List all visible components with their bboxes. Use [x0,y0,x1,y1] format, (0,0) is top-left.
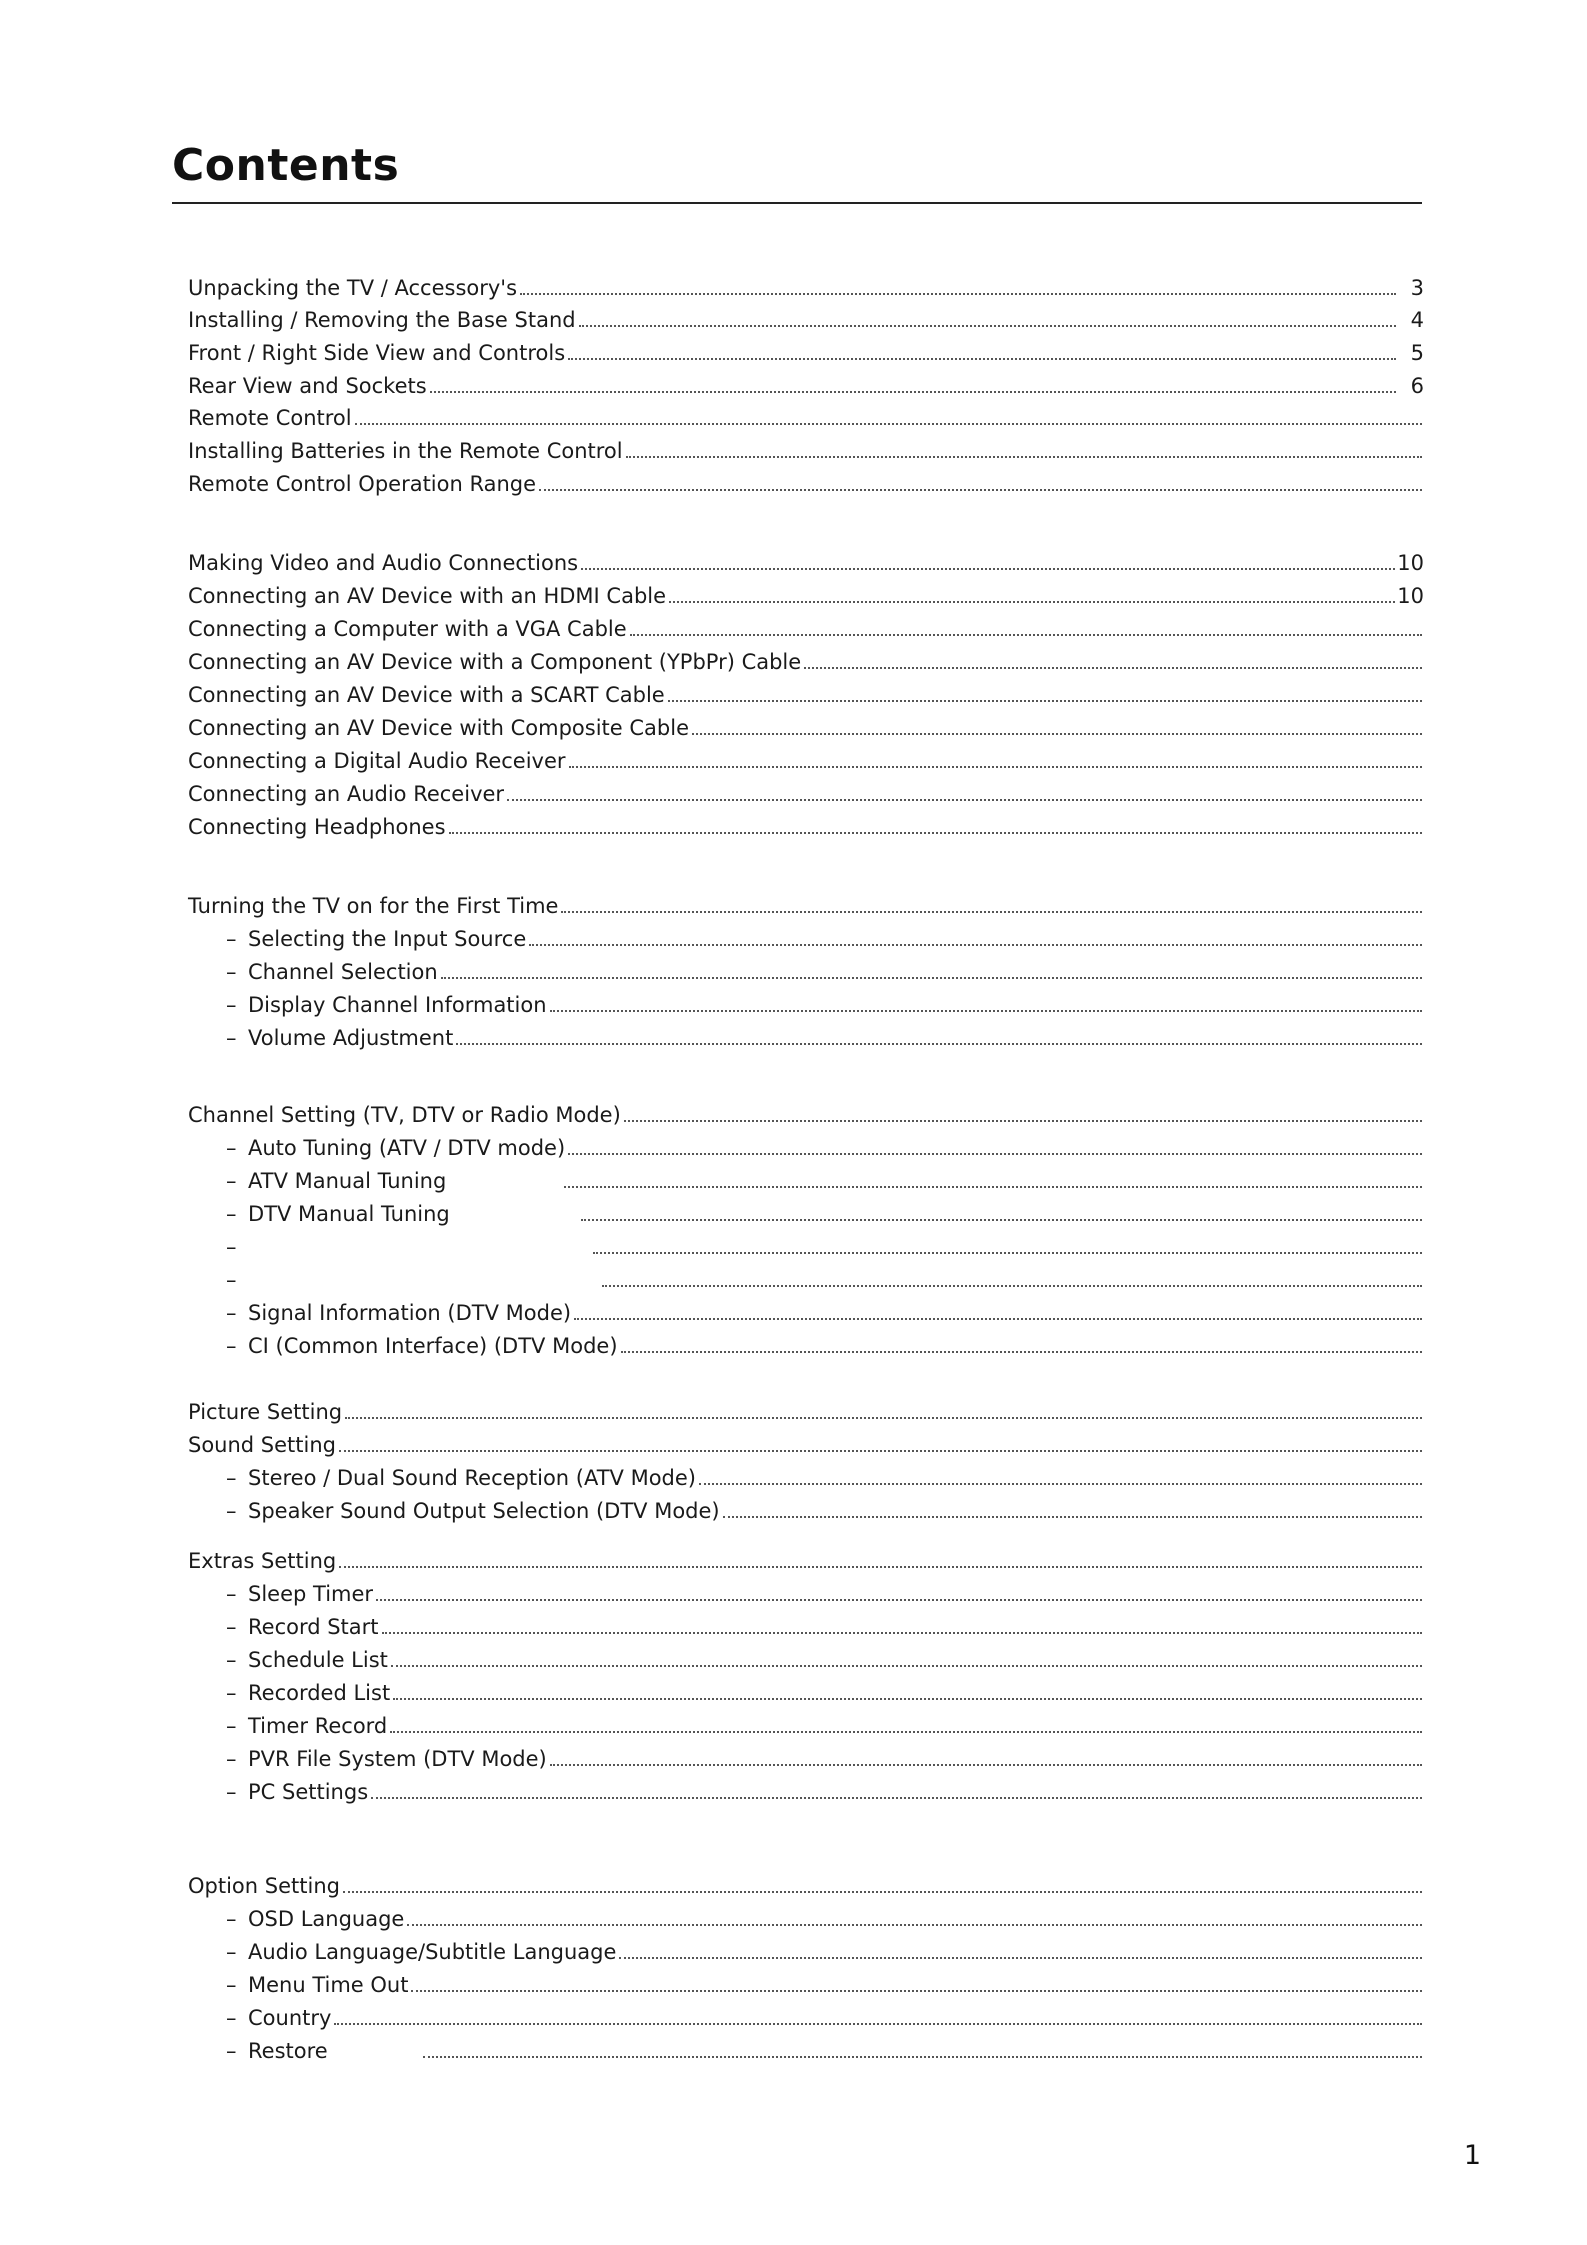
toc-entry-label: Signal Information (DTV Mode) [248,1301,572,1325]
toc-entry-label: Channel Selection [248,960,438,984]
toc-entry-leader [339,1566,1422,1568]
toc-entry [226,1229,1424,1259]
toc-entry-label: DTV Manual Tuning [248,1202,450,1226]
toc-entry-dash: – [226,1334,237,1358]
toc-entry-dash: – [226,1202,237,1226]
toc-entry-leader [624,1120,1422,1122]
toc-entry-leader [569,766,1422,768]
toc-entry-leader [529,944,1422,946]
toc-entry [226,921,1424,951]
toc-entry [226,1901,1424,1931]
toc-entry-label: PVR File System (DTV Mode) [248,1747,547,1771]
toc-entry-leader [630,634,1422,636]
toc-entry [226,1130,1424,1160]
toc-entry [226,1642,1424,1672]
toc-entry-label: Option Setting [188,1874,340,1898]
toc-entry [188,368,1424,398]
toc-entry-leader [334,2023,1422,2025]
toc-entry-label: Connecting a Digital Audio Receiver [188,749,566,773]
toc-entry [226,1328,1424,1358]
toc-entry-leader [456,1043,1422,1045]
toc-entry [226,1262,1424,1292]
toc-entry-label: OSD Language [248,1907,405,1931]
toc-entry [226,1460,1424,1490]
toc-entry-label: Speaker Sound Output Selection (DTV Mode) [248,1499,720,1523]
toc-entry-leader [441,977,1422,979]
toc-entry-label: Volume Adjustment [248,1026,454,1050]
toc-entry [188,270,1424,300]
toc-entry-dash: – [226,1026,237,1050]
toc-entry [226,1675,1424,1705]
toc-entry-dash: – [226,1615,237,1639]
toc-entry-label: Making Video and Audio Connections [188,551,579,575]
toc-entry-label: Connecting an Audio Receiver [188,782,505,806]
toc-entry-label: ATV Manual Tuning [248,1169,447,1193]
toc-entry-leader [355,423,1422,425]
toc-entry-leader [568,358,1396,360]
toc-entry-dash: – [226,1499,237,1523]
toc-entry-leader [449,832,1422,834]
toc-entry [188,644,1424,674]
toc-entry-label: Timer Record [248,1714,388,1738]
toc-entry-label: Restore [248,2039,328,2063]
toc-entry-label: Menu Time Out [248,1973,409,1997]
toc-entry-dash: – [226,1940,237,1964]
toc-entry-label: PC Settings [248,1780,369,1804]
toc-entry-leader [564,1186,1422,1188]
toc-entry-leader [382,1632,1422,1634]
toc-entry-dash: – [226,960,237,984]
toc-entry-label: Stereo / Dual Sound Reception (ATV Mode) [248,1466,696,1490]
toc-entry-label: Sleep Timer [248,1582,374,1606]
toc-entry [188,743,1424,773]
toc-entry-leader [804,667,1422,669]
toc-entry [188,1097,1424,1127]
toc-entry-leader [593,1252,1422,1254]
toc-entry-leader [619,1957,1422,1959]
toc-entry-label: Audio Language/Subtitle Language [248,1940,617,1964]
toc-entry-label: Connecting Headphones [188,815,446,839]
toc-entry-label: Installing / Removing the Base Stand [188,308,576,332]
toc-entry-label: Country [248,2006,332,2030]
toc-entry-leader [345,1417,1422,1419]
toc-entry [226,1163,1424,1193]
toc-entry-leader [539,489,1422,491]
toc-entry-label: Unpacking the TV / Accessory's [188,276,518,300]
toc-entry [226,1576,1424,1606]
toc-entry-leader [626,456,1422,458]
toc-entry [226,1295,1424,1325]
toc-entry-leader [699,1483,1422,1485]
toc-entry [226,1774,1424,1804]
toc-entry [188,335,1424,365]
toc-entry-dash: – [226,1466,237,1490]
toc-entry-leader [371,1797,1422,1799]
toc-entry-label: Picture Setting [188,1400,343,1424]
toc-entry-page: 10 [1397,584,1424,608]
toc-entry [188,809,1424,839]
toc-entry-leader [343,1891,1422,1893]
toc-entry-leader [692,733,1422,735]
toc-entry-leader [568,1153,1422,1155]
toc-entry-dash: – [226,927,237,951]
toc-entry [226,1708,1424,1738]
toc-entry-leader [550,1010,1422,1012]
toc-entry-dash: – [226,2006,237,2030]
toc-entry-leader [411,1990,1422,1992]
toc-entry-dash: – [226,1747,237,1771]
toc-entry [226,2033,1424,2063]
toc-entry [188,1394,1424,1424]
toc-entry-label: Channel Setting (TV, DTV or Radio Mode) [188,1103,621,1127]
toc-entry-label: Display Channel Information [248,993,547,1017]
toc-entry-label: Record Start [248,1615,379,1639]
toc-entry-leader [668,700,1422,702]
toc-entry [188,545,1424,575]
toc-entry-dash: – [226,1235,237,1259]
toc-entry-leader [376,1599,1422,1601]
toc-entry [226,1196,1424,1226]
toc-entry [226,1493,1424,1523]
toc-entry-dash: – [226,1268,237,1292]
toc-entry-label: Extras Setting [188,1549,337,1573]
toc-entry-leader [602,1285,1422,1287]
toc-entry-dash: – [226,1582,237,1606]
toc-entry-page: 4 [1410,308,1424,332]
toc-entry-label: Remote Control Operation Range [188,472,537,496]
toc-entry-dash: – [226,1301,237,1325]
toc-entry-leader [723,1516,1422,1518]
toc-entry-leader [339,1450,1422,1452]
toc-entry-label: Connecting an AV Device with Composite Cable [188,716,689,740]
toc-entry-leader [579,325,1396,327]
toc-entry-leader [430,391,1396,393]
toc-entry [226,2000,1424,2030]
toc-entry-label: Selecting the Input Source [248,927,527,951]
toc-entry [226,1967,1424,1997]
toc-entry [188,710,1424,740]
toc-entry-leader [621,1351,1422,1353]
toc-entry [226,1020,1424,1050]
toc-entry [226,1741,1424,1771]
toc-entry-leader [669,601,1395,603]
toc-entry-page: 6 [1410,374,1424,398]
toc-entry-leader [561,911,1422,913]
toc-entry-page: 10 [1397,551,1424,575]
toc-entry [188,677,1424,707]
toc-entry [188,302,1424,332]
toc-entry-leader [390,1731,1422,1733]
page-title: Contents [172,140,400,191]
toc-entry-label: Sound Setting [188,1433,336,1457]
toc-entry-label: Connecting an AV Device with a Component (YPbPr) Cable [188,650,802,674]
page-number: 1 [1463,2140,1481,2171]
toc-entry-label: CI (Common Interface) (DTV Mode) [248,1334,618,1358]
toc-entry-label: Connecting an AV Device with an HDMI Cable [188,584,667,608]
toc-entry-leader [423,2056,1422,2058]
toc-entry-leader [391,1665,1422,1667]
toc-entry-label: Schedule List [248,1648,388,1672]
toc-entry [226,1934,1424,1964]
toc-entry-label: Recorded List [248,1681,391,1705]
toc-entry-dash: – [226,1907,237,1931]
toc-entry [226,987,1424,1017]
toc-entry-leader [581,1219,1422,1221]
toc-entry [226,954,1424,984]
toc-entry [188,1868,1424,1898]
toc-entry-dash: – [226,993,237,1017]
toc-entry-leader [407,1924,1422,1926]
toc-entry-dash: – [226,1648,237,1672]
toc-entry-dash: – [226,2039,237,2063]
toc-entry-leader [393,1698,1422,1700]
toc-entry-dash: – [226,1681,237,1705]
toc-entry [226,1609,1424,1639]
toc-entry-dash: – [226,1169,237,1193]
toc-entry [188,888,1424,918]
toc-entry-page: 3 [1410,276,1424,300]
toc-entry-label: Turning the TV on for the First Time [188,894,559,918]
toc-entry [188,611,1424,641]
toc-entry [188,578,1424,608]
toc-entry-leader [574,1318,1422,1320]
toc-entry [188,776,1424,806]
toc-entry-dash: – [226,1973,237,1997]
toc-entry [188,1427,1424,1457]
toc-entry-label: Remote Control [188,406,352,430]
toc-entry-label: Installing Batteries in the Remote Control [188,439,623,463]
toc-entry-leader [550,1764,1422,1766]
toc-entry-label: Connecting an AV Device with a SCART Cable [188,683,665,707]
toc-entry-dash: – [226,1714,237,1738]
toc-entry-dash: – [226,1780,237,1804]
toc-entry [188,400,1424,430]
toc-entry [188,466,1424,496]
toc-entry-leader [520,293,1396,295]
toc-entry-dash: – [226,1136,237,1160]
toc-entry-label: Rear View and Sockets [188,374,427,398]
toc-entry-label: Connecting a Computer with a VGA Cable [188,617,627,641]
toc-entry-leader [507,799,1422,801]
toc-entry-label: Front / Right Side View and Controls [188,341,566,365]
toc-entry-leader [581,568,1395,570]
toc-entry-page: 5 [1410,341,1424,365]
toc-entry [188,433,1424,463]
toc-entry-label: Auto Tuning (ATV / DTV mode) [248,1136,566,1160]
toc-entry [188,1543,1424,1573]
